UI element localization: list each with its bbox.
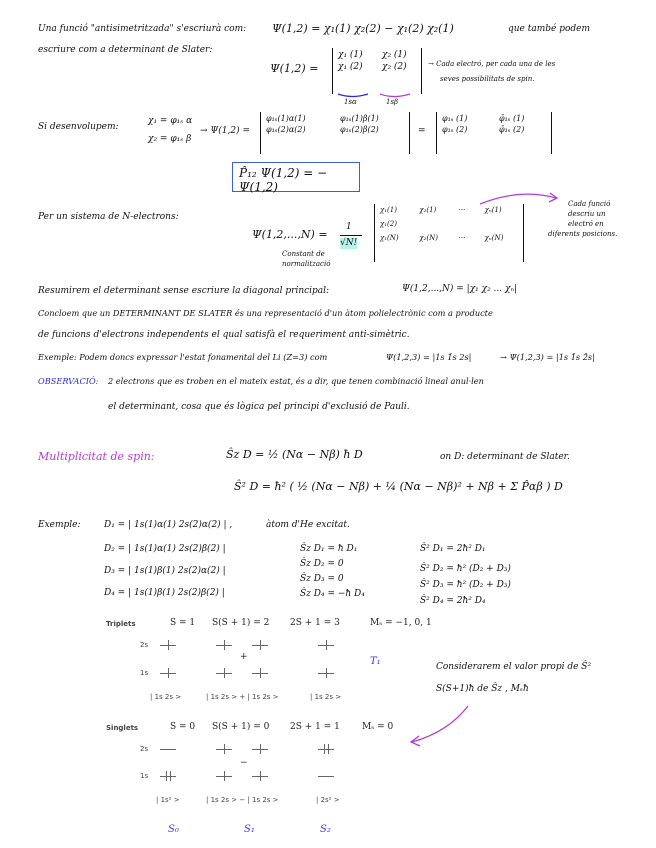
multiplicity-heading: Multiplicitat de spin: [38,450,155,463]
example-d1: D₁ = | 1s(1)α(1) 2s(2)α(2) | , [104,520,233,530]
orbital-level [160,749,176,750]
example-d4: D₄ = | 1s(1)β(1) 2s(2)β(2) | [104,588,225,598]
example-2-label: Exemple: [38,520,81,530]
det-cell: φ₁ₛ (1) [442,114,468,123]
det-cell: χ₁(1) [380,206,397,214]
triplet-ss: S(S + 1) = 2 [212,618,270,628]
det-cell: χ₁ (1) [338,50,363,60]
spin-arrow [324,744,325,754]
example-1-eq2: → Ψ(1,2,3) = |1s 1̄s 2̄s| [500,352,595,362]
orbital-level [160,776,176,777]
consider-1: Considerarem el valor propi de Ŝ² [436,662,592,672]
spin-arrow [166,771,167,781]
det-cell: χ₂(N) [419,234,438,242]
s1-symbol: S₁ [244,824,255,835]
under-label-2: 1sβ [386,98,399,106]
s2-result: Ŝ² D₁ = 2ħ² D₁ [420,544,486,554]
each-func-3: electró en [568,220,604,228]
singlet-ket-2: | 1s 2s > − | 1s 2s > [206,796,279,804]
conclusion-1: Concloem que un DETERMINANT DE SLATER és una representació d'un àtom polielectrònic com a producte [38,308,493,318]
intro-text-end: que també podem [508,24,591,34]
spin-arrow [224,744,225,754]
frac-numerator: 1 [346,222,352,232]
observation-2: el determinant, cosa que és lògica pel principi d'exclusió de Pauli. [108,402,410,412]
note-line-2: seves possibilitats de spin. [440,75,535,83]
s2-result: Ŝ² D₃ = ħ² (D₂ + D₃) [420,580,511,590]
example-d3: D₃ = | 1s(1)β(1) 2s(2)α(2) | [104,566,226,576]
s2-result: Ŝ² D₄ = 2ħ² D₄ [420,596,486,606]
det-cell: χ₁(N) [380,234,399,242]
summary-eq: Ψ(1,2,...,N) = |χ₁ χ₂ ... χₙ| [402,284,518,294]
example-1-eq: Ψ(1,2,3) = |1s 1̄s 2s| [386,352,472,362]
psiN-label: Ψ(1,2,...,N) = [252,228,328,241]
singlet-s: S = 0 [170,722,196,732]
triplet-ket-2: | 1s 2s > + | 1s 2s > [206,693,279,701]
det-cell: φ₁ₛ(2)α(2) [266,125,306,134]
triplet-2s1: 2S + 1 = 3 [290,618,340,628]
det-cell: χ₂ (2) [382,62,407,72]
conclusion-2: de funcions d'electrons independents el qual satisfà el requeriment anti-simètric. [38,330,410,340]
const-label-1: Constant de [282,250,325,258]
det-cell: χ₂(1) [419,206,437,214]
singlet-2s1: 2S + 1 = 1 [290,722,340,732]
n-electron-label: Per un sistema de N-electrons: [38,212,179,222]
det-cell: χ₁(2) [380,220,397,228]
spin-arrow [170,771,171,781]
chi2-def: χ₂ = φ₁ₛ β [148,134,192,144]
s0-symbol: S₀ [168,824,179,835]
sz-where: on D: determinant de Slater. [440,452,570,462]
triplet-ms: Mₛ = −1, 0, 1 [370,618,432,628]
intro-text: Una funció "antisimetritzada" s'escriurà com: [38,24,247,34]
singlet-ss: S(S + 1) = 0 [212,722,270,732]
orbital-level [318,776,334,777]
singlet-ket-1: | 1s² > [156,796,180,804]
det-cell: φ̄₁ₛ (2) [499,125,525,134]
antisym-equation: Ψ(1,2) = χ₁(1) χ₂(2) − χ₁(2) χ₂(1) [272,22,454,35]
observation-label: OBSERVACIÓ: [38,376,99,386]
det-cell: φ₁ₛ(1)α(1) [266,114,306,123]
triplet-ket-3: | 1s 2s > [310,693,342,701]
arrow-psi: → Ψ(1,2) = [200,126,251,136]
det-cell: φ₁ₛ(1)β(1) [340,114,379,123]
s2-symbol: S₂ [320,824,331,835]
t1-symbol: T₁ [370,656,381,667]
orbital-level [318,749,334,750]
each-func-1: Cada funció [568,200,611,208]
det-cell: χₙ(N) [484,234,504,242]
under-label-1: 1sα [344,98,357,106]
each-func-2: descriu un [568,210,606,218]
triplet-ket-1: | 1s 2s > [150,693,182,701]
psi12-label: Ψ(1,2) = [270,62,319,75]
sz-result: Ŝz D₂ = 0 [300,559,344,569]
det-cell: φ₁ₛ(2)β(2) [340,125,379,134]
level-1s-label: 1s [140,772,149,780]
chi1-def: χ₁ = φ₁ₛ α [148,116,193,126]
level-2s-label: 2s [140,745,149,753]
det-cell: χ₁ (2) [338,62,363,72]
det-cell: φ̄₁ₛ (1) [499,114,525,123]
frac-denominator: √N! [340,238,358,248]
minus-sign: − [240,758,248,768]
sz-equation: Ŝz D = ½ (Nα − Nβ) ħ D [226,448,363,461]
consider-2: S(S+1)ħ de Ŝz , Mₛħ [436,684,529,694]
each-func-4: diferents posicions. [548,230,618,238]
sz-result: Ŝz D₁ = ħ D₁ [300,544,358,554]
singlet-ket-3: | 2s² > [316,796,340,804]
singlets-label: Singlets [106,724,139,732]
spin-arrow [260,771,261,781]
sz-result: Ŝz D₄ = −ħ D₄ [300,589,365,599]
example-1: Exemple: Podem doncs expressar l'estat fonamental del Li (Z=3) com [38,352,328,362]
det-cell: χ₂ (1) [382,50,407,60]
equals-sign: = [418,126,426,136]
s2-equation: Ŝ² D = ħ² ( ½ (Nα − Nβ) + ¼ (Nα − Nβ)² + Nβ + Σ P̂αβ ) D [234,480,563,493]
det-cell: ··· [458,234,466,242]
triplet-s: S = 1 [170,618,196,628]
note-line-1: → Cada electró, per cada una de les [428,60,556,68]
spin-arrow [260,744,261,754]
det-cell: ··· [458,206,466,214]
sz-result: Ŝz D₃ = 0 [300,574,344,584]
si-label: Si desenvolupem: [38,122,119,132]
det-cell: χₙ(1) [484,206,502,214]
singlet-ms: Mₛ = 0 [362,722,394,732]
level-2s-label: 2s [140,641,149,649]
summary-text: Resumirem el determinant sense escriure la diagonal principal: [38,286,330,296]
intro-text-2: escriure com a determinant de Slater: [38,45,213,55]
det-cell: φ₁ₛ (2) [442,125,468,134]
example-d2: D₂ = | 1s(1)α(1) 2s(2)β(2) | [104,544,226,554]
antisymmetry-equation: P̂₁₂ Ψ(1,2) = − Ψ(1,2) [239,166,328,194]
spin-arrow [328,744,329,754]
const-label-2: normalització [282,260,331,268]
triplets-label: Triplets [106,620,136,628]
level-1s-label: 1s [140,669,149,677]
plus-sign: + [240,652,248,662]
spin-arrow [224,771,225,781]
observation-1: 2 electrons que es troben en el mateix estat, és a dir, que tenen combinació lineal anul·len [108,376,484,386]
example-note: àtom d'He excitat. [266,520,350,530]
s2-result: Ŝ² D₂ = ħ² (D₂ + D₃) [420,564,511,574]
